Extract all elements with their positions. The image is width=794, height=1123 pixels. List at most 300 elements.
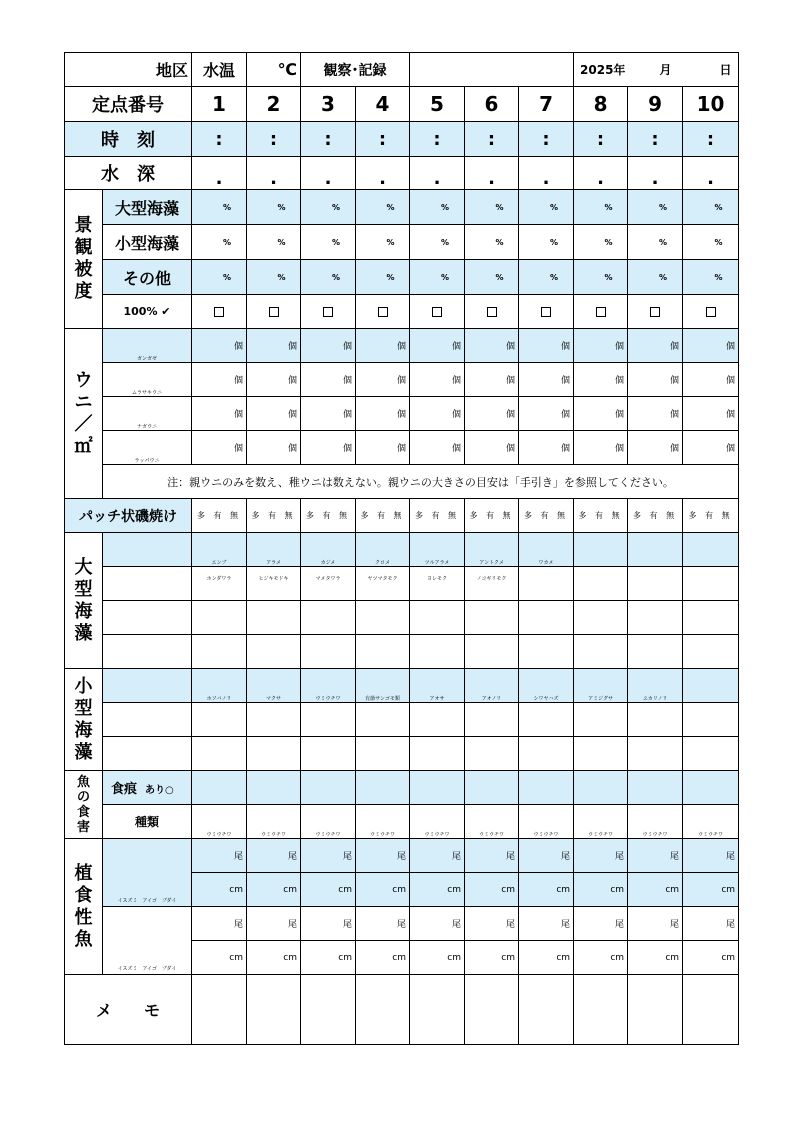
checkbox-icon[interactable] bbox=[269, 307, 279, 317]
coverage-percent-field[interactable]: % bbox=[301, 260, 356, 295]
large-seaweed-species[interactable] bbox=[683, 567, 739, 601]
checkbox-icon[interactable] bbox=[378, 307, 388, 317]
grazing-species-field[interactable]: ウミウチワ bbox=[683, 805, 739, 839]
large-seaweed-field[interactable] bbox=[465, 635, 519, 669]
time-field[interactable]: : bbox=[628, 122, 683, 157]
urchin-count-field[interactable]: 個 bbox=[519, 329, 574, 363]
fish-size-field[interactable]: cm bbox=[683, 941, 739, 975]
grazing-trace-field[interactable] bbox=[192, 771, 247, 805]
fish-size-field[interactable]: cm bbox=[519, 941, 574, 975]
coverage-percent-field[interactable]: % bbox=[574, 190, 628, 225]
fish-size-field[interactable]: cm bbox=[410, 941, 465, 975]
grazing-trace-note: あり○ bbox=[145, 785, 174, 796]
small-seaweed-field[interactable] bbox=[628, 737, 683, 771]
depth-field[interactable]: . bbox=[301, 157, 356, 190]
small-seaweed-field[interactable] bbox=[519, 737, 574, 771]
checkbox-icon[interactable] bbox=[487, 307, 497, 317]
large-seaweed-species[interactable]: ヨレモク bbox=[410, 567, 465, 601]
fish-size-field[interactable]: cm bbox=[628, 941, 683, 975]
small-seaweed-field[interactable] bbox=[301, 737, 356, 771]
fish-count-field[interactable]: 尾 bbox=[356, 839, 410, 873]
small-seaweed-species[interactable]: ホソバノリ bbox=[192, 669, 247, 703]
grazing-trace-field[interactable] bbox=[465, 771, 519, 805]
grazing-trace-field[interactable] bbox=[247, 771, 301, 805]
date-day: 日 bbox=[719, 63, 732, 77]
coverage-percent-field[interactable]: % bbox=[356, 190, 410, 225]
checkbox-icon[interactable] bbox=[214, 307, 224, 317]
small-seaweed-field[interactable] bbox=[247, 703, 301, 737]
coverage-percent-field[interactable]: % bbox=[410, 260, 465, 295]
fish-size-field[interactable]: cm bbox=[247, 873, 301, 907]
fish-count-field[interactable]: 尾 bbox=[519, 839, 574, 873]
fish-count-field[interactable]: 尾 bbox=[356, 907, 410, 941]
fish-size-field[interactable]: cm bbox=[192, 873, 247, 907]
grazing-trace-field[interactable] bbox=[356, 771, 410, 805]
large-seaweed-blank[interactable] bbox=[103, 567, 192, 601]
urchin-count-field[interactable]: 個 bbox=[192, 329, 247, 363]
large-seaweed-species[interactable]: アラメ bbox=[247, 533, 301, 567]
urchin-count-field[interactable]: 個 bbox=[410, 363, 465, 397]
point-number: 3 bbox=[301, 87, 356, 122]
large-seaweed-field[interactable] bbox=[301, 601, 356, 635]
grazing-trace-field[interactable] bbox=[574, 771, 628, 805]
grazing-trace-field[interactable] bbox=[519, 771, 574, 805]
checkbox-icon[interactable] bbox=[432, 307, 442, 317]
patch-options[interactable]: 多 有 無 bbox=[574, 499, 628, 533]
urchin-count-field[interactable]: 個 bbox=[574, 363, 628, 397]
time-field[interactable]: : bbox=[301, 122, 356, 157]
urchin-count-field[interactable]: 個 bbox=[683, 329, 739, 363]
coverage-percent-field[interactable]: % bbox=[247, 260, 301, 295]
large-seaweed-field[interactable] bbox=[628, 601, 683, 635]
coverage-percent-field[interactable]: % bbox=[301, 225, 356, 260]
fish-count-field[interactable]: 尾 bbox=[247, 907, 301, 941]
large-seaweed-species[interactable] bbox=[683, 533, 739, 567]
time-label: 時 刻 bbox=[65, 122, 192, 157]
checkbox-icon[interactable] bbox=[650, 307, 660, 317]
time-field[interactable]: : bbox=[247, 122, 301, 157]
large-seaweed-species[interactable]: ホンダワラ bbox=[192, 567, 247, 601]
urchin-count-field[interactable]: 個 bbox=[356, 431, 410, 465]
memo-field[interactable] bbox=[519, 975, 574, 1045]
small-seaweed-field[interactable] bbox=[574, 737, 628, 771]
urchin-count-field[interactable]: 個 bbox=[247, 329, 301, 363]
coverage-percent-field[interactable]: % bbox=[465, 225, 519, 260]
fish-size-field[interactable]: cm bbox=[519, 873, 574, 907]
fish-size-field[interactable]: cm bbox=[301, 873, 356, 907]
small-seaweed-field[interactable] bbox=[247, 737, 301, 771]
large-seaweed-species[interactable]: マメタワラ bbox=[301, 567, 356, 601]
depth-field[interactable]: . bbox=[410, 157, 465, 190]
full-coverage-checkbox-cell bbox=[683, 295, 739, 329]
large-seaweed-field[interactable] bbox=[683, 635, 739, 669]
point-number: 5 bbox=[410, 87, 465, 122]
small-seaweed-blank[interactable] bbox=[103, 669, 192, 703]
coverage-label bbox=[65, 190, 103, 329]
full-coverage-checkbox-cell bbox=[519, 295, 574, 329]
grazing-species-field[interactable]: ウミウチワ bbox=[574, 805, 628, 839]
patch-options[interactable]: 多 有 無 bbox=[247, 499, 301, 533]
coverage-percent-field[interactable]: % bbox=[356, 225, 410, 260]
large-seaweed-field[interactable] bbox=[192, 635, 247, 669]
coverage-percent-field[interactable]: % bbox=[628, 225, 683, 260]
memo-field[interactable] bbox=[574, 975, 628, 1045]
large-seaweed-species[interactable]: アントクメ bbox=[465, 533, 519, 567]
herbivorous-fish-species[interactable]: イスズミ アイゴ ブダイ bbox=[103, 907, 192, 975]
coverage-percent-field[interactable]: % bbox=[683, 190, 739, 225]
large-seaweed-field[interactable] bbox=[192, 601, 247, 635]
time-field[interactable]: : bbox=[519, 122, 574, 157]
small-seaweed-species[interactable]: 有節サンゴモ類 bbox=[356, 669, 410, 703]
coverage-percent-field[interactable]: % bbox=[574, 225, 628, 260]
memo-field[interactable] bbox=[192, 975, 247, 1045]
grazing-species-field[interactable]: ウミウチワ bbox=[301, 805, 356, 839]
small-seaweed-field[interactable] bbox=[683, 737, 739, 771]
fish-count-field[interactable]: 尾 bbox=[192, 907, 247, 941]
urchin-count-field[interactable]: 個 bbox=[356, 397, 410, 431]
small-seaweed-species[interactable] bbox=[683, 669, 739, 703]
large-seaweed-field[interactable] bbox=[356, 635, 410, 669]
full-coverage-checkbox-cell bbox=[628, 295, 683, 329]
urchin-count-field[interactable]: 個 bbox=[356, 363, 410, 397]
urchin-count-field[interactable]: 個 bbox=[410, 431, 465, 465]
urchin-count-field[interactable]: 個 bbox=[301, 431, 356, 465]
large-seaweed-blank[interactable] bbox=[103, 635, 192, 669]
fish-size-field[interactable]: cm bbox=[628, 873, 683, 907]
checkbox-icon[interactable] bbox=[541, 307, 551, 317]
large-seaweed-species[interactable] bbox=[574, 533, 628, 567]
urchin-count-field[interactable]: 個 bbox=[247, 397, 301, 431]
small-seaweed-field[interactable] bbox=[192, 703, 247, 737]
district-label: 地区 bbox=[65, 53, 192, 87]
small-seaweed-species[interactable]: アミジグサ bbox=[574, 669, 628, 703]
time-field[interactable]: : bbox=[356, 122, 410, 157]
coverage-percent-field[interactable]: % bbox=[628, 190, 683, 225]
fish-count-field[interactable]: 尾 bbox=[574, 907, 628, 941]
checkbox-icon[interactable] bbox=[706, 307, 716, 317]
large-seaweed-species[interactable] bbox=[519, 567, 574, 601]
large-seaweed-field[interactable] bbox=[247, 601, 301, 635]
fish-size-field[interactable]: cm bbox=[301, 941, 356, 975]
coverage-percent-field[interactable]: % bbox=[247, 225, 301, 260]
small-seaweed-field[interactable] bbox=[301, 703, 356, 737]
patch-options[interactable]: 多 有 無 bbox=[410, 499, 465, 533]
coverage-percent-field[interactable]: % bbox=[192, 190, 247, 225]
large-seaweed-field[interactable] bbox=[410, 601, 465, 635]
urchin-count-field[interactable]: 個 bbox=[628, 329, 683, 363]
depth-field[interactable]: . bbox=[574, 157, 628, 190]
urchin-count-field[interactable]: 個 bbox=[465, 397, 519, 431]
small-seaweed-field[interactable] bbox=[356, 703, 410, 737]
small-seaweed-species[interactable]: マクサ bbox=[247, 669, 301, 703]
coverage-percent-field[interactable]: % bbox=[683, 225, 739, 260]
patch-options[interactable]: 多 有 無 bbox=[465, 499, 519, 533]
small-seaweed-field[interactable] bbox=[192, 737, 247, 771]
coverage-percent-field[interactable]: % bbox=[519, 190, 574, 225]
grazing-trace-text: 食痕 bbox=[111, 782, 138, 797]
fish-count-field[interactable]: 尾 bbox=[628, 839, 683, 873]
small-seaweed-blank[interactable] bbox=[103, 737, 192, 771]
fish-size-field[interactable]: cm bbox=[247, 941, 301, 975]
urchin-count-field[interactable]: 個 bbox=[465, 363, 519, 397]
urchin-count-field[interactable]: 個 bbox=[410, 397, 465, 431]
date-field bbox=[574, 53, 739, 87]
large-seaweed-blank[interactable] bbox=[103, 533, 192, 567]
urchin-count-field[interactable]: 個 bbox=[519, 431, 574, 465]
grazing-trace-field[interactable] bbox=[628, 771, 683, 805]
coverage-label-text: 景観被度 bbox=[74, 215, 93, 302]
small-seaweed-field[interactable] bbox=[519, 703, 574, 737]
survey-sheet bbox=[64, 52, 739, 1045]
urchin-count-field[interactable]: 個 bbox=[192, 431, 247, 465]
grazing-trace-field[interactable] bbox=[301, 771, 356, 805]
date-year: 2025年 bbox=[580, 63, 626, 77]
fish-size-field[interactable]: cm bbox=[574, 873, 628, 907]
urchin-count-field[interactable]: 個 bbox=[574, 431, 628, 465]
memo-field[interactable] bbox=[356, 975, 410, 1045]
patch-options[interactable]: 多 有 無 bbox=[628, 499, 683, 533]
large-seaweed-species[interactable]: ツルアラメ bbox=[410, 533, 465, 567]
depth-label: 水 深 bbox=[65, 157, 192, 190]
fish-size-field[interactable]: cm bbox=[465, 873, 519, 907]
depth-field[interactable]: . bbox=[683, 157, 739, 190]
large-seaweed-label bbox=[65, 533, 103, 669]
small-seaweed-species[interactable]: アオサ bbox=[410, 669, 465, 703]
fish-count-field[interactable]: 尾 bbox=[247, 839, 301, 873]
grazing-trace-field[interactable] bbox=[410, 771, 465, 805]
urchin-label-text: ウニ／㎡ bbox=[74, 369, 93, 457]
large-seaweed-species[interactable]: ヒジキモドキ bbox=[247, 567, 301, 601]
coverage-row-label: 小型海藻 bbox=[103, 225, 192, 260]
urchin-note: 注：親ウニのみを数え、稚ウニは数えない。親ウニの大きさの目安は「手引き」を参照してください。 bbox=[103, 465, 739, 499]
urchin-species-label: ナガウニ bbox=[103, 397, 192, 431]
fish-grazing-label bbox=[65, 771, 103, 839]
checkbox-icon[interactable] bbox=[596, 307, 606, 317]
coverage-percent-field[interactable]: % bbox=[465, 190, 519, 225]
large-seaweed-field[interactable] bbox=[465, 601, 519, 635]
water-temp-label: 水温 bbox=[192, 53, 247, 87]
coverage-percent-field[interactable]: % bbox=[192, 225, 247, 260]
large-seaweed-field[interactable] bbox=[683, 601, 739, 635]
grazing-species-field[interactable]: ウミウチワ bbox=[410, 805, 465, 839]
patch-options[interactable]: 多 有 無 bbox=[683, 499, 739, 533]
large-seaweed-field[interactable] bbox=[628, 635, 683, 669]
small-seaweed-field[interactable] bbox=[628, 703, 683, 737]
point-number: 4 bbox=[356, 87, 410, 122]
urchin-count-field[interactable]: 個 bbox=[628, 397, 683, 431]
urchin-count-field[interactable]: 個 bbox=[247, 431, 301, 465]
patch-label: パッチ状磯焼け bbox=[65, 499, 192, 533]
urchin-count-field[interactable]: 個 bbox=[247, 363, 301, 397]
large-seaweed-species[interactable]: ヤツマタモク bbox=[356, 567, 410, 601]
urchin-count-field[interactable]: 個 bbox=[683, 363, 739, 397]
large-seaweed-species[interactable] bbox=[628, 567, 683, 601]
coverage-percent-field[interactable]: % bbox=[410, 190, 465, 225]
urchin-count-field[interactable]: 個 bbox=[683, 397, 739, 431]
patch-options[interactable]: 多 有 無 bbox=[192, 499, 247, 533]
urchin-count-field[interactable]: 個 bbox=[628, 431, 683, 465]
large-seaweed-species[interactable]: ノコギリモク bbox=[465, 567, 519, 601]
full-coverage-checkbox-cell bbox=[247, 295, 301, 329]
large-seaweed-species[interactable]: カジメ bbox=[301, 533, 356, 567]
large-seaweed-field[interactable] bbox=[574, 635, 628, 669]
fish-size-field[interactable]: cm bbox=[410, 873, 465, 907]
coverage-percent-field[interactable]: % bbox=[683, 260, 739, 295]
urchin-label bbox=[65, 329, 103, 499]
patch-options[interactable]: 多 有 無 bbox=[301, 499, 356, 533]
depth-field[interactable]: . bbox=[465, 157, 519, 190]
grazing-species-field[interactable]: ウミウチワ bbox=[465, 805, 519, 839]
urchin-count-field[interactable]: 個 bbox=[301, 329, 356, 363]
point-number: 7 bbox=[519, 87, 574, 122]
small-seaweed-field[interactable] bbox=[410, 703, 465, 737]
observer-name-field[interactable] bbox=[410, 53, 574, 87]
herbivorous-fish-species[interactable]: イスズミ アイゴ ブダイ bbox=[103, 839, 192, 907]
date-month: 月 bbox=[659, 63, 672, 77]
large-seaweed-field[interactable] bbox=[519, 601, 574, 635]
depth-field[interactable]: . bbox=[247, 157, 301, 190]
fish-size-field[interactable]: cm bbox=[683, 873, 739, 907]
small-seaweed-field[interactable] bbox=[574, 703, 628, 737]
coverage-percent-field[interactable]: % bbox=[410, 225, 465, 260]
small-seaweed-field[interactable] bbox=[465, 737, 519, 771]
grazing-species-field[interactable]: ウミウチワ bbox=[628, 805, 683, 839]
small-seaweed-field[interactable] bbox=[410, 737, 465, 771]
urchin-count-field[interactable]: 個 bbox=[192, 397, 247, 431]
large-seaweed-species[interactable]: クロメ bbox=[356, 533, 410, 567]
time-field[interactable]: : bbox=[465, 122, 519, 157]
checkbox-icon[interactable] bbox=[323, 307, 333, 317]
fish-count-field[interactable]: 尾 bbox=[574, 839, 628, 873]
time-field[interactable]: : bbox=[410, 122, 465, 157]
fish-grazing-label-text: 魚の食害 bbox=[76, 774, 90, 835]
depth-field[interactable]: . bbox=[519, 157, 574, 190]
point-number: 6 bbox=[465, 87, 519, 122]
fish-count-field[interactable]: 尾 bbox=[301, 907, 356, 941]
fish-count-field[interactable]: 尾 bbox=[683, 907, 739, 941]
coverage-percent-field[interactable]: % bbox=[628, 260, 683, 295]
grazing-species-field[interactable]: ウミウチワ bbox=[356, 805, 410, 839]
fish-count-field[interactable]: 尾 bbox=[519, 907, 574, 941]
large-seaweed-field[interactable] bbox=[574, 601, 628, 635]
small-seaweed-species[interactable]: シワヤハズ bbox=[519, 669, 574, 703]
patch-options[interactable]: 多 有 無 bbox=[519, 499, 574, 533]
large-seaweed-field[interactable] bbox=[356, 601, 410, 635]
fish-count-field[interactable]: 尾 bbox=[192, 839, 247, 873]
time-field[interactable]: : bbox=[683, 122, 739, 157]
large-seaweed-field[interactable] bbox=[301, 635, 356, 669]
small-seaweed-blank[interactable] bbox=[103, 703, 192, 737]
depth-field[interactable]: . bbox=[356, 157, 410, 190]
large-seaweed-species[interactable]: エンブ bbox=[192, 533, 247, 567]
point-number: 10 bbox=[683, 87, 739, 122]
urchin-count-field[interactable]: 個 bbox=[410, 329, 465, 363]
large-seaweed-species[interactable] bbox=[574, 567, 628, 601]
coverage-percent-field[interactable]: % bbox=[356, 260, 410, 295]
urchin-count-field[interactable]: 個 bbox=[301, 397, 356, 431]
patch-options[interactable]: 多 有 無 bbox=[356, 499, 410, 533]
full-coverage-checkbox-cell bbox=[410, 295, 465, 329]
fish-size-field[interactable]: cm bbox=[356, 873, 410, 907]
small-seaweed-species[interactable]: アオノリ bbox=[465, 669, 519, 703]
urchin-count-field[interactable]: 個 bbox=[465, 431, 519, 465]
urchin-count-field[interactable]: 個 bbox=[628, 363, 683, 397]
coverage-row-label: その他 bbox=[103, 260, 192, 295]
fish-count-field[interactable]: 尾 bbox=[683, 839, 739, 873]
fish-count-field[interactable]: 尾 bbox=[301, 839, 356, 873]
memo-field[interactable] bbox=[465, 975, 519, 1045]
full-coverage-checkbox-cell bbox=[301, 295, 356, 329]
urchin-count-field[interactable]: 個 bbox=[301, 363, 356, 397]
fish-count-field[interactable]: 尾 bbox=[465, 907, 519, 941]
coverage-percent-field[interactable]: % bbox=[574, 260, 628, 295]
large-seaweed-field[interactable] bbox=[247, 635, 301, 669]
fish-size-field[interactable]: cm bbox=[465, 941, 519, 975]
fish-size-field[interactable]: cm bbox=[574, 941, 628, 975]
large-seaweed-field[interactable] bbox=[519, 635, 574, 669]
urchin-count-field[interactable]: 個 bbox=[519, 363, 574, 397]
urchin-count-field[interactable]: 個 bbox=[519, 397, 574, 431]
coverage-percent-field[interactable]: % bbox=[192, 260, 247, 295]
depth-field[interactable]: . bbox=[628, 157, 683, 190]
urchin-count-field[interactable]: 個 bbox=[574, 329, 628, 363]
fish-count-field[interactable]: 尾 bbox=[628, 907, 683, 941]
full-coverage-checkbox-cell bbox=[356, 295, 410, 329]
memo-field[interactable] bbox=[247, 975, 301, 1045]
point-number: 9 bbox=[628, 87, 683, 122]
time-field[interactable]: : bbox=[574, 122, 628, 157]
large-seaweed-field[interactable] bbox=[410, 635, 465, 669]
memo-field[interactable] bbox=[410, 975, 465, 1045]
urchin-count-field[interactable]: 個 bbox=[356, 329, 410, 363]
small-seaweed-field[interactable] bbox=[356, 737, 410, 771]
memo-field[interactable] bbox=[628, 975, 683, 1045]
large-seaweed-species[interactable] bbox=[628, 533, 683, 567]
coverage-percent-field[interactable]: % bbox=[301, 190, 356, 225]
time-field[interactable]: : bbox=[192, 122, 247, 157]
full-coverage-checkbox-cell bbox=[574, 295, 628, 329]
coverage-percent-field[interactable]: % bbox=[519, 225, 574, 260]
memo-field[interactable] bbox=[301, 975, 356, 1045]
urchin-count-field[interactable]: 個 bbox=[465, 329, 519, 363]
large-seaweed-species[interactable]: ワカメ bbox=[519, 533, 574, 567]
coverage-percent-field[interactable]: % bbox=[247, 190, 301, 225]
grazing-trace-field[interactable] bbox=[683, 771, 739, 805]
large-seaweed-label-text: 大型海藻 bbox=[74, 556, 93, 644]
urchin-species-label: ガンガゼ bbox=[103, 329, 192, 363]
urchin-count-field[interactable]: 個 bbox=[574, 397, 628, 431]
coverage-percent-field[interactable]: % bbox=[465, 260, 519, 295]
large-seaweed-blank[interactable] bbox=[103, 601, 192, 635]
coverage-percent-field[interactable]: % bbox=[519, 260, 574, 295]
depth-field[interactable]: . bbox=[192, 157, 247, 190]
grazing-species-field[interactable]: ウミウチワ bbox=[519, 805, 574, 839]
small-seaweed-species[interactable]: ユカリノリ bbox=[628, 669, 683, 703]
fish-size-field[interactable]: cm bbox=[356, 941, 410, 975]
urchin-count-field[interactable]: 個 bbox=[192, 363, 247, 397]
grazing-species-field[interactable]: ウミウチワ bbox=[247, 805, 301, 839]
small-seaweed-field[interactable] bbox=[683, 703, 739, 737]
fish-count-field[interactable]: 尾 bbox=[410, 907, 465, 941]
urchin-count-field[interactable]: 個 bbox=[683, 431, 739, 465]
fish-count-field[interactable]: 尾 bbox=[410, 839, 465, 873]
small-seaweed-field[interactable] bbox=[465, 703, 519, 737]
fish-size-field[interactable]: cm bbox=[192, 941, 247, 975]
memo-field[interactable] bbox=[683, 975, 739, 1045]
fish-count-field[interactable]: 尾 bbox=[465, 839, 519, 873]
small-seaweed-species[interactable]: ウミウチワ bbox=[301, 669, 356, 703]
grazing-species-field[interactable]: ウミウチワ bbox=[192, 805, 247, 839]
